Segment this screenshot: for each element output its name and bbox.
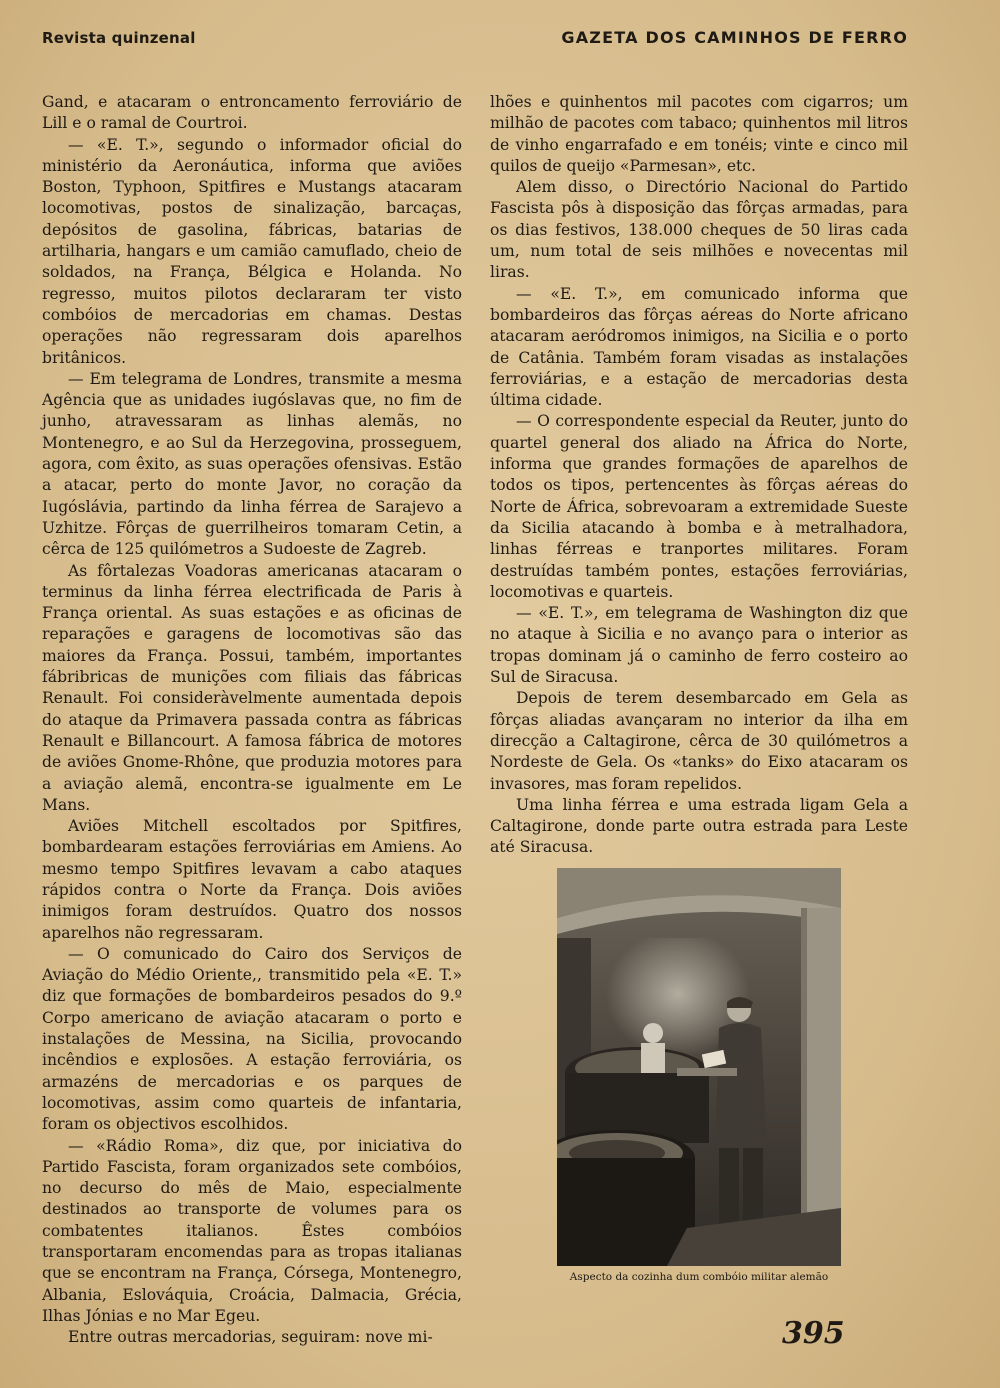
paragraph: — Em telegrama de Londres, transmite a mesma Agência que as unidades iugóslavas que, no fim de junho, atravessaram as linhas alemãs, no Montenegro, e ao Sul da Herzegovina, prosseguem, agora, com êxito, as suas operações ofensivas. Estão a atacar, perto do monte Javor, no coração da Iugóslávia, partindo da linha férrea de Sarajevo a Uzhitze. Fôrças de guerrilheiros tomaram Cetin, a cêrca de 125 quilómetros a Sudoeste de Zagreb. <box>42 369 462 559</box>
figure-caption: Aspecto da cozinha dum combóio militar alemão <box>569 1271 829 1283</box>
page-header <box>42 28 908 47</box>
paragraph: Alem disso, o Directório Nacional do Partido Fascista pôs à disposição das fôrças armadas, para os dias festivos, 138.000 cheques de 50 liras cada um, num total de seis milhões e novecentas mil liras. <box>490 178 908 282</box>
page-number: 395 <box>782 1316 845 1351</box>
kitchen-train-photo <box>557 868 841 1266</box>
paragraph: — «E. T.», em telegrama de Washington diz que no ataque à Sicilia e no avanço para o interior as tropas dominam já o caminho de ferro costeiro ao Sul de Siracusa. <box>490 604 908 687</box>
header-magazine-title: GAZETA DOS CAMINHOS DE FERRO <box>561 28 908 47</box>
paragraph: Aviões Mitchell escoltados por Spitfires, bombardearam estações ferroviárias em Amiens. Ao mesmo tempo Spitfires levavam a cabo ataques rápidos contra o Norte da França. Dois aviões inimigos foram destruídos. Quatro dos nossos aparelhos não regressaram. <box>42 817 462 942</box>
article-column-right <box>490 92 908 859</box>
paragraph: — «E. T.», segundo o informador oficial do ministério da Aeronáutica, informa que aviões Boston, Typhoon, Spitfires e Mustangs atacaram locomotivas, postos de sinalização, barcaças, depósitos de gasolina, fábricas, batarias de artilharia, hangars e um camião camuflado, cheio de soldados, na França, Bélgica e Holanda. No regresso, muitos pilotos declararam ter visto combóios de mercadorias em chamas. Destas operações não regressaram dois aparelhos britânicos. <box>42 135 462 367</box>
paragraph: — O comunicado do Cairo dos Serviços de Aviação do Médio Oriente,, transmitido pela «E. T.» diz que formações de bombardeiros pesados do 9.º Corpo americano de aviação atacaram o porto e instalações de Messina, na Sicilia, provocando incêndios e explosões. A estação ferroviária, os armazéns de mercadorias e os parques de locomotivas, assim como quarteis de infantaria, foram os objectivos escolhidos. <box>42 944 462 1134</box>
article-column-left <box>42 92 462 1349</box>
paragraph: Gand, e atacaram o entroncamento ferroviário de Lill e o ramal de Courtroi. <box>42 93 462 133</box>
paragraph: Uma linha férrea e uma estrada ligam Gela a Caltagirone, donde parte outra estrada para Leste até Siracusa. <box>490 795 908 857</box>
paragraph: As fôrtalezas Voadoras americanas atacaram o terminus da linha férrea electrificada de Paris à França oriental. As suas estações e as oficinas de reparações e garagens de locomotivas são das maiores da França. Possui, também, importantes fábribricas de munições com filiais das fábricas Renault. Foi consideràvelmente aumentada depois do ataque da Primavera passada contra as fábricas Renault e Billancourt. A famosa fábrica de motores de aviões Gnome-Rhône, que produzia motores para a aviação alemã, encontra-se igualmente em Le Mans. <box>42 561 462 814</box>
paragraph: lhões e quinhentos mil pacotes com cigarros; um milhão de pacotes com tabaco; quinhentos mil litros de vinho engarrafado e em tonéis; vinte e cinco mil quilos de queijo «Parmesan», etc. <box>490 93 908 175</box>
header-publication-frequency: Revista quinzenal <box>42 29 196 47</box>
paragraph: Entre outras mercadorias, seguiram: nove mi- <box>68 1328 433 1347</box>
paragraph: — «Rádio Roma», diz que, por iniciativa do Partido Fascista, foram organizados sete combóios, no decurso do mês de Maio, especialmente destinados ao transporte de volumes para os combatentes italianos. Êstes combóios transportaram encomendas para as tropas italianas que se encontram na França, Córsega, Montenegro, Albania, Eslováquia, Croácia, Dalmacia, Grécia, Ilhas Jónias e no Mar Egeu. <box>42 1136 462 1325</box>
paragraph: Depois de terem desembarcado em Gela as fôrças aliadas avançaram no interior da ilha em direcção a Caltagirone, cêrca de 30 quilómetros a Nordeste de Gela. Os «tanks» do Eixo atacaram os invasores, mas foram repelidos. <box>490 689 908 793</box>
paragraph: — O correspondente especial da Reuter, junto do quartel general dos aliado na África do Norte, informa que grandes formações de aparelhos de todos os tipos, pertencentes às fôrças aéreas do Norte de África, sobrevoaram a extremidade Sueste da Sicilia atacando à bomba e à metralhadora, linhas férreas e tranportes militares. Foram destruídas também pontes, estações ferroviárias, locomotivas e quarteis. <box>490 412 908 601</box>
paragraph: — «E. T.», em comunicado informa que bombardeiros das fôrças aéreas do Norte africano atacaram aeródromos inimigos, na Sicilia e o porto de Catânia. Também foram visadas as instalações ferroviárias, e a estação de mercadorias desta última cidade. <box>490 284 908 410</box>
